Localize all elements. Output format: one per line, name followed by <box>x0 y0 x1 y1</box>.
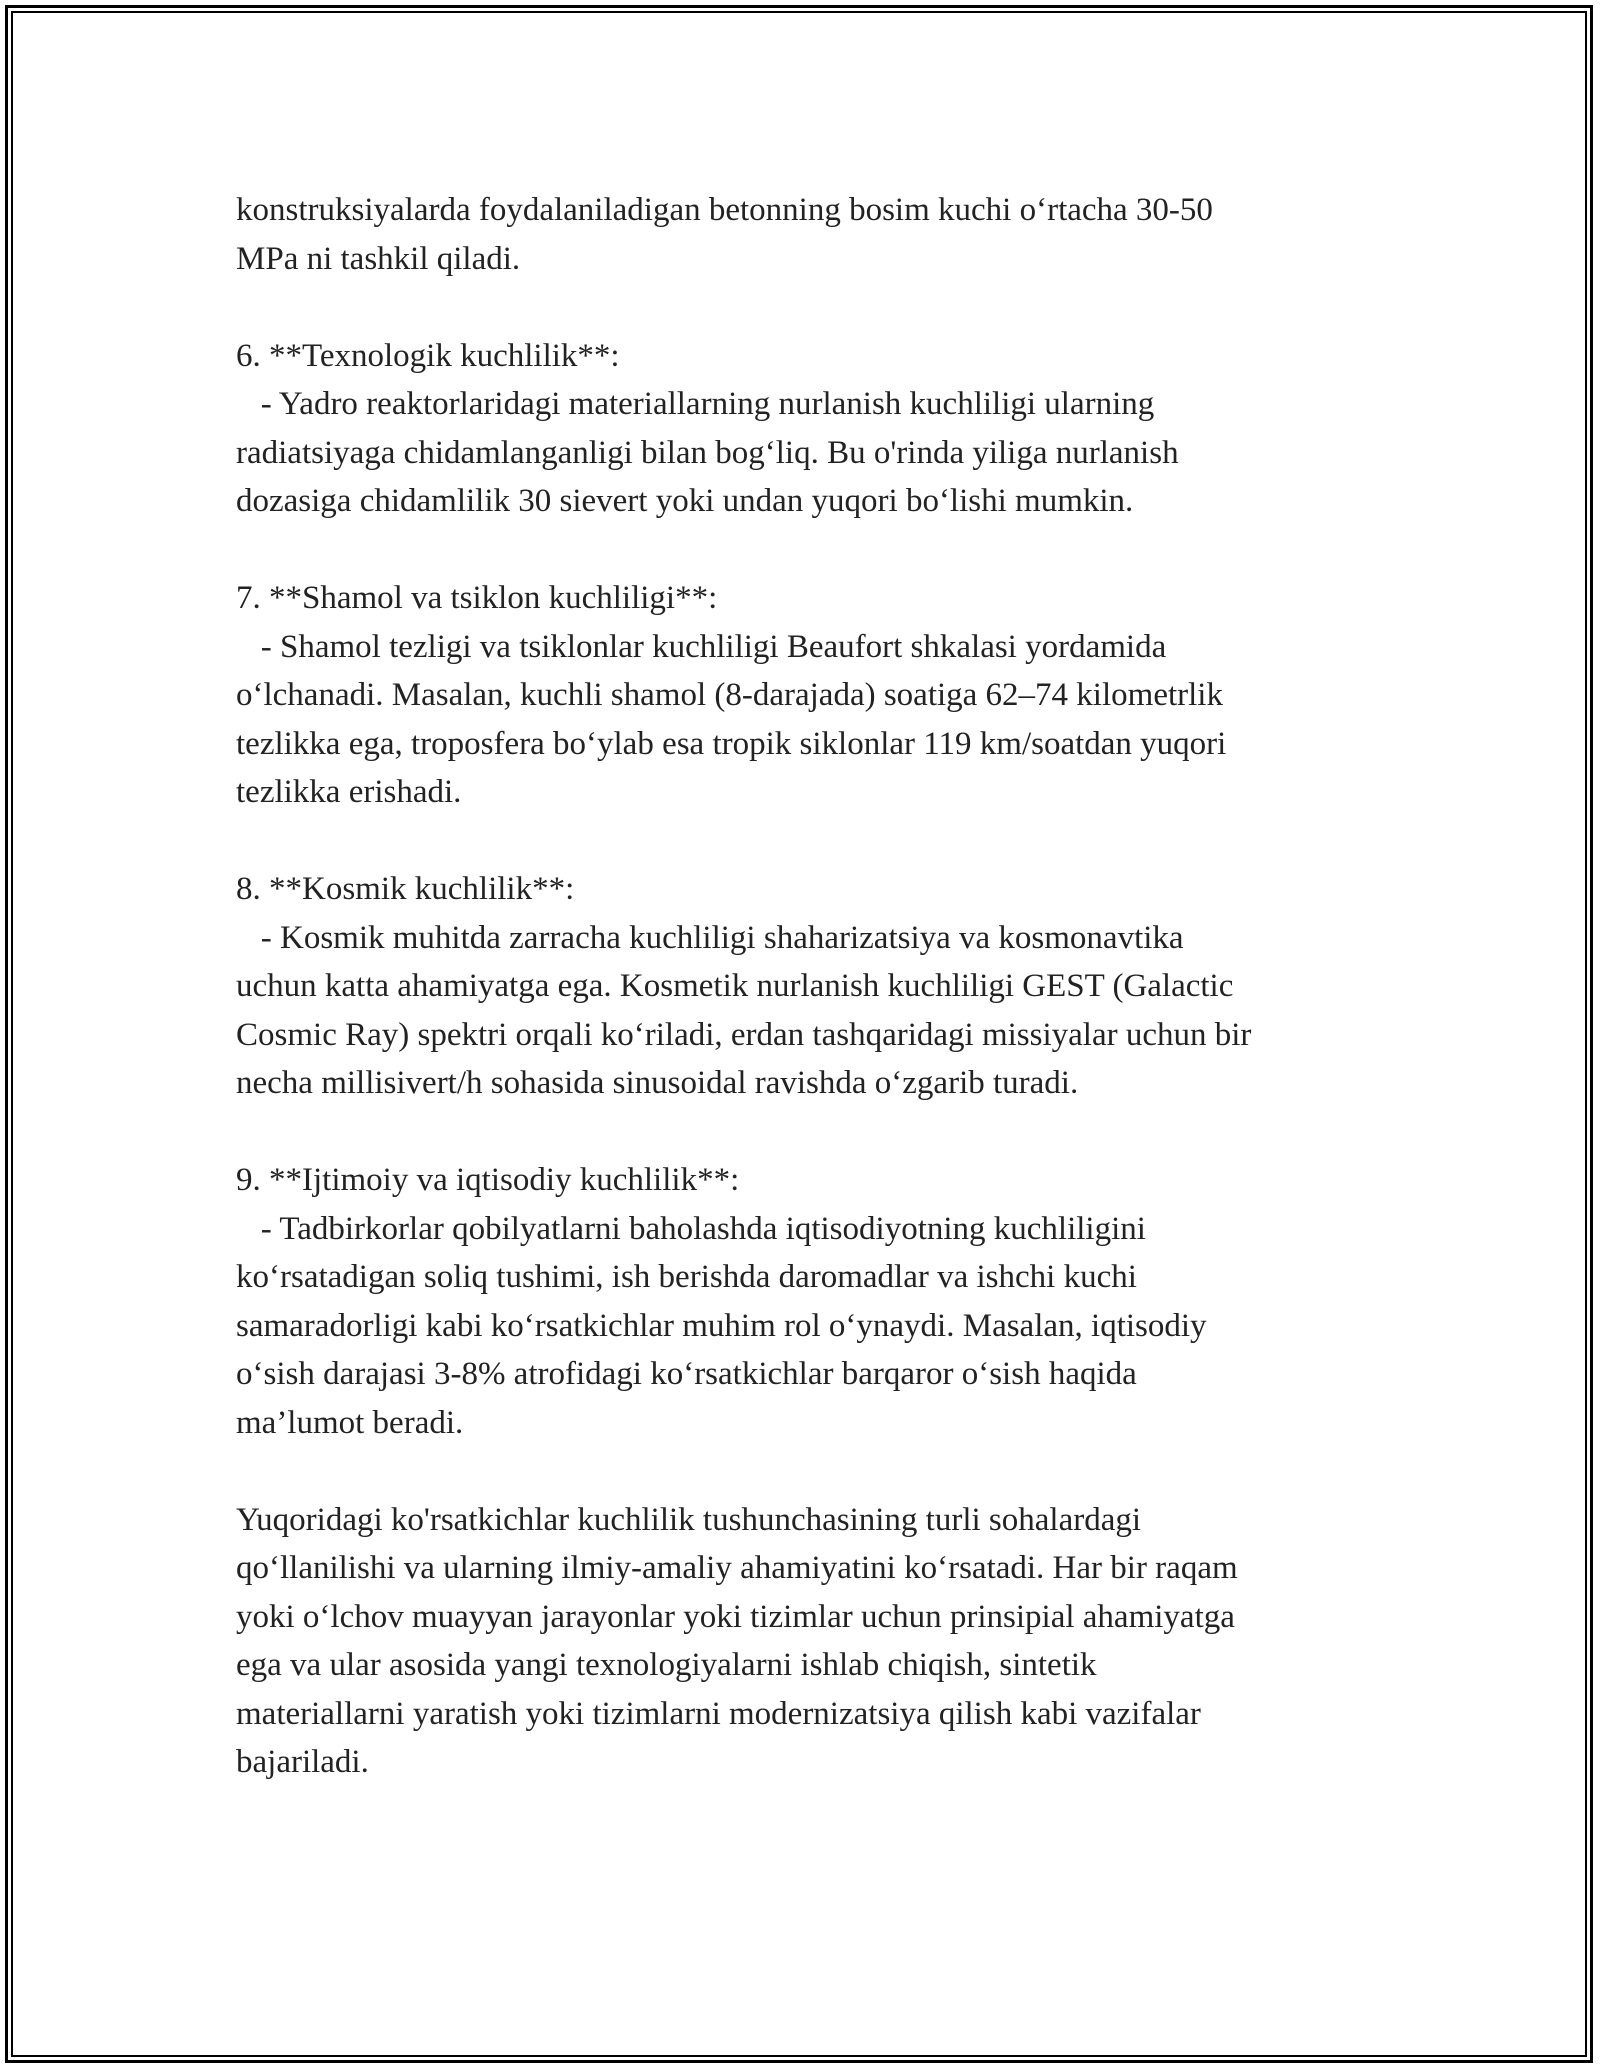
text-line: konstruksiyalarda foydalaniladigan betonning bosim kuchi o‘rtacha 30-50 <box>236 192 1213 228</box>
text-line: - Tadbirkorlar qobilyatlarni baholashda iqtisodiyotning kuchliligini <box>236 1210 1146 1247</box>
conclusion-paragraph <box>236 1496 1386 1787</box>
list-item-9 <box>236 1156 1386 1447</box>
list-item-heading: 6. **Texnologik kuchlilik**: <box>236 337 620 374</box>
text-line: samaradorligi kabi ko‘rsatkichlar muhim rol o‘ynaydi. Masalan, iqtisodiy <box>236 1307 1207 1344</box>
document-body <box>236 186 1386 1787</box>
text-line: ko‘rsatadigan soliq tushimi, ish berishda daromadlar va ishchi kuchi <box>236 1259 1137 1295</box>
list-item-6 <box>236 332 1386 526</box>
text-line: radiatsiyaga chidamlanganligi bilan bog‘liq. Bu o'rinda yiliga nurlanish <box>236 434 1179 471</box>
text-line: Cosmic Ray) spektri orqali ko‘riladi, erdan tashqaridagi missiyalar uchun bir <box>236 1016 1252 1053</box>
text-line: Yuqoridagi ko'rsatkichlar kuchlilik tushunchasining turli sohalardagi <box>236 1501 1142 1538</box>
text-line: ma’lumot beradi. <box>236 1404 464 1441</box>
text-line: tezlikka erishadi. <box>236 774 462 810</box>
text-line: tezlikka ega, troposfera bo‘ylab esa tropik siklonlar 119 km/soatdan yuqori <box>236 725 1227 762</box>
text-line: o‘sish darajasi 3-8% atrofidagi ko‘rsatkichlar barqaror o‘sish haqida <box>236 1356 1137 1392</box>
text-line: o‘lchanadi. Masalan, kuchli shamol (8-darajada) soatiga 62–74 kilometrlik <box>236 677 1223 713</box>
list-item-heading: 9. **Ijtimoiy va iqtisodiy kuchlilik**: <box>236 1162 740 1198</box>
text-line: materiallarni yaratish yoki tizimlarni modernizatsiya qilish kabi vazifalar <box>236 1695 1201 1732</box>
list-item-8 <box>236 865 1386 1108</box>
text-line: dozasiga chidamlilik 30 sievert yoki undan yuqori bo‘lishi mumkin. <box>236 483 1134 519</box>
text-line: yoki o‘lchov muayyan jarayonlar yoki tizimlar uchun prinsipial ahamiyatga <box>236 1598 1235 1635</box>
text-line: - Shamol tezligi va tsiklonlar kuchliligi Beaufort shkalasi yordamida <box>236 628 1167 665</box>
list-item-heading: 8. **Kosmik kuchlilik**: <box>236 871 575 907</box>
text-line: necha millisivert/h sohasida sinusoidal ravishda o‘zgarib turadi. <box>236 1065 1079 1101</box>
list-item-7 <box>236 574 1386 817</box>
text-line: - Yadro reaktorlaridagi materiallarning nurlanish kuchliligi ularning <box>236 386 1155 422</box>
list-item-heading: 7. **Shamol va tsiklon kuchliligi**: <box>236 580 718 616</box>
paragraph-continuation <box>236 186 1386 283</box>
text-line: - Kosmik muhitda zarracha kuchliligi shaharizatsiya va kosmonavtika <box>236 919 1184 956</box>
text-line: qo‘llanilishi va ularning ilmiy-amaliy ahamiyatini ko‘rsatadi. Har bir raqam <box>236 1550 1238 1586</box>
text-line: ega va ular asosida yangi texnologiyalarni ishlab chiqish, sintetik <box>236 1647 1097 1683</box>
text-line: MPa ni tashkil qiladi. <box>236 240 521 277</box>
text-line: bajariladi. <box>236 1744 369 1780</box>
text-line: uchun katta ahamiyatga ega. Kosmetik nurlanish kuchliligi GEST (Galactic <box>236 968 1234 1004</box>
